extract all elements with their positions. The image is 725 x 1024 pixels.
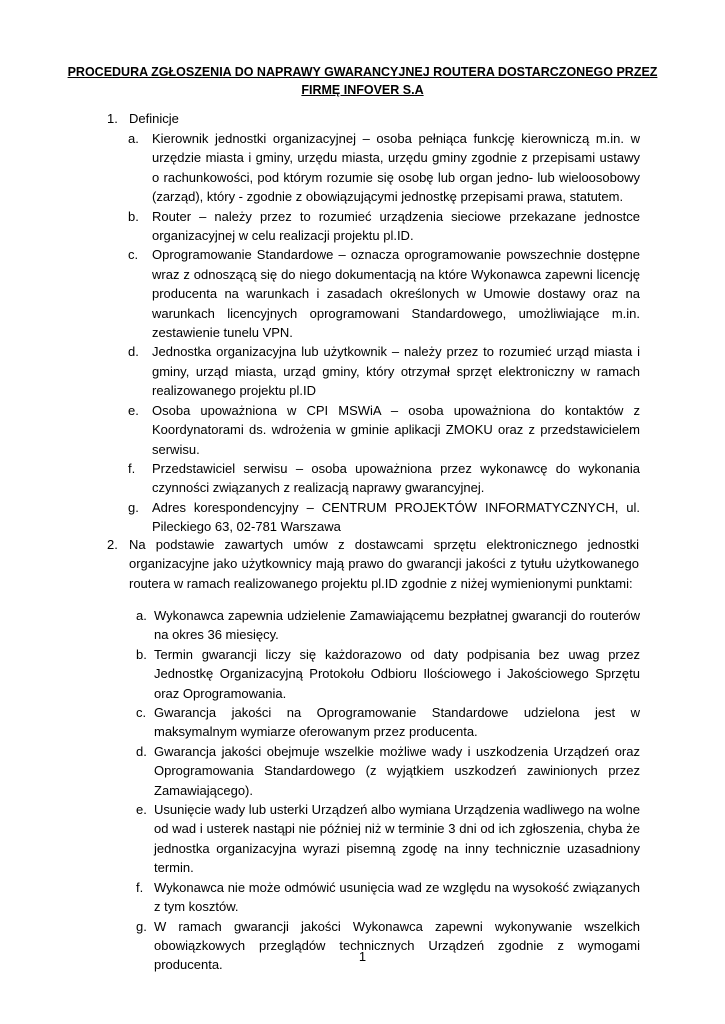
item-label: g. bbox=[136, 918, 147, 934]
item-label: b. bbox=[128, 208, 139, 224]
item-text: Gwarancja jakości na Oprogramowanie Standardowe udzielona jest w maksymalnym wymiarze oferowanym przez producenta. bbox=[154, 705, 640, 740]
item-text: Osoba upoważniona w CPI MSWiA – osoba upoważniona do kontaktów z Koordynatorami ds. wdrożenia w gminie aplikacji ZMOKU oraz z przedstawicielem serwisu. bbox=[152, 402, 640, 457]
item-label: e. bbox=[136, 802, 147, 818]
section-intro: Na podstawie zawartych umów z dostawcami sprzętu elektronicznego jednostki organizacyjne jako użytkownicy mają prawo do gwarancji jakości z tytułu użytkowanego routera w ramach realizowanego projektu pl.ID zgodnie z niżej wymienionymi punktami: bbox=[129, 537, 639, 591]
title-line-2: FIRMĘ INFOVER S.A bbox=[301, 83, 424, 97]
item-label: f. bbox=[136, 879, 144, 895]
page-title bbox=[60, 63, 665, 99]
list-item bbox=[128, 245, 640, 342]
list-item bbox=[136, 878, 640, 917]
item-label: e. bbox=[128, 402, 139, 418]
item-label: c. bbox=[136, 705, 147, 721]
item-label: b. bbox=[136, 646, 147, 662]
list-item bbox=[136, 606, 640, 645]
item-text: Jednostka organizacyjna lub użytkownik – należy przez to rozumieć urząd miasta i gminy, urząd miasta, urząd gminy, który otrzymał sprzęt elektroniczny w ramach realizowanego projektu pl.ID bbox=[152, 344, 640, 399]
page-number: 1 bbox=[358, 949, 367, 964]
list-item bbox=[128, 459, 640, 498]
item-text: Adres korespondencyjny – CENTRUM PROJEKTÓW INFORMATYCZNYCH, ul. Pileckiego 63, 02-781 Warszawa bbox=[152, 499, 640, 535]
item-label: a. bbox=[128, 131, 139, 146]
item-text: Kierownik jednostki organizacyjnej – osoba pełniąca funkcję kierowniczą m.in. w urzędzie miasta i gminy, urzędu miasta, urzędu gminy zgodnie z przepisami ustawy o rachunkowości, pod którym rozumie się osobę lub organ jedno- lub wieloosobowy (zarząd), który - zgodnie z obowiązującymi jednostkę przepisami prawa, statutem. bbox=[152, 131, 640, 205]
list-item bbox=[136, 742, 640, 800]
item-text: Usunięcie wady lub usterki Urządzeń albo wymiana Urządzenia wadliwego na wolne od wad i usterek nastąpi nie później niż w terminie 3 dni od ich zgłoszenia, chyba że jednostka organizacyjna wyrazi pisemną zgodę na inny technicznie uzasadniony termin. bbox=[154, 802, 640, 876]
list-item bbox=[136, 645, 640, 703]
item-text: Wykonawca nie może odmówić usunięcia wad ze względu na wysokość związanych z tym kosztów. bbox=[154, 879, 640, 915]
item-label: a. bbox=[136, 608, 147, 623]
section-number: 1. bbox=[107, 111, 118, 126]
item-text: Router – należy przez to rozumieć urządzenia sieciowe przekazane jednostce organizacyjnej w celu realizacji projektu pl.ID. bbox=[152, 208, 640, 244]
list-item bbox=[128, 129, 640, 207]
item-text: Oprogramowanie Standardowe – oznacza oprogramowanie powszechnie dostępne wraz z odnoszącą się do niego dokumentacją na które Wykonawca zapewni licencję producenta na warunkach i zasadach określonych w Umowie dostawy oraz na warunkach licencyjnych oprogramowani Standardowego, umożliwiające m.in. zestawienie tunelu VPN. bbox=[152, 247, 640, 341]
item-text: Gwarancja jakości obejmuje wszelkie możliwe wady i uszkodzenia Urządzeń oraz Oprogramowania Standardowego (z wyjątkiem uszkodzeń zawinionych przez Zamawiającego). bbox=[154, 743, 640, 798]
section-heading: Definicje bbox=[129, 111, 179, 126]
definitions-list bbox=[128, 129, 640, 537]
list-item bbox=[136, 917, 640, 975]
list-item bbox=[128, 342, 640, 400]
list-item bbox=[128, 498, 640, 537]
item-label: g. bbox=[128, 499, 139, 515]
list-item bbox=[128, 207, 640, 246]
warranty-list bbox=[136, 606, 640, 975]
item-label: f. bbox=[128, 460, 136, 476]
list-item bbox=[136, 703, 640, 742]
list-item bbox=[136, 800, 640, 878]
item-text: Termin gwarancji liczy się każdorazowo od daty podpisania bez uwag przez Jednostkę Organizacyjną Protokołu Odbioru Ilościowego i Jakościowego Sprzętu oraz Oprogramowania. bbox=[154, 646, 640, 701]
title-line-1: PROCEDURA ZGŁOSZENIA DO NAPRAWY GWARANCYJNEJ ROUTERA DOSTARCZONEGO PRZEZ bbox=[67, 65, 658, 79]
item-text: Przedstawiciel serwisu – osoba upoważniona przez wykonawcę do wykonania czynności związanych z realizacją naprawy gwarancyjnej. bbox=[152, 460, 640, 496]
item-label: d. bbox=[136, 743, 147, 759]
list-item bbox=[128, 401, 640, 459]
item-text: Wykonawca zapewnia udzielenie Zamawiającemu bezpłatnej gwarancji do routerów na okres 36 miesięcy. bbox=[154, 608, 640, 643]
item-label: d. bbox=[128, 344, 139, 360]
item-label: c. bbox=[128, 247, 139, 263]
item-text: W ramach gwarancji jakości Wykonawca zapewni wykonywanie wszelkich obowiązkowych przeglądów technicznych Urządzeń zgodnie z wymogami producenta. bbox=[154, 918, 640, 973]
section-number: 2. bbox=[107, 537, 118, 552]
